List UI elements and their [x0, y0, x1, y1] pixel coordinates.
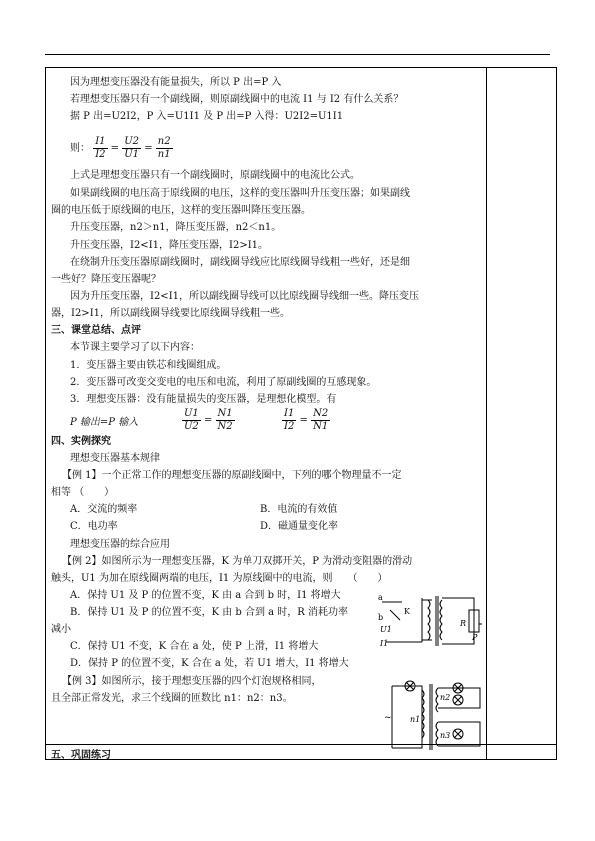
example-text: 【例 3】如图所示，接于理想变压器的四个灯泡规格相同，: [62, 676, 322, 687]
text-line: 圈的电压低于原线圈的电压，这样的变压器叫降压变压器。: [51, 205, 311, 216]
fraction: $\frac{U1}{U2}$: [184, 408, 199, 432]
label-a: a: [378, 593, 383, 602]
column-divider: [486, 68, 487, 759]
label-k: K: [404, 607, 410, 616]
example-text: 【例 1】一个正常工作的理想变压器的原副线圈中，下列的哪个物理量不一定: [62, 470, 402, 481]
subheading: 理想变压器的综合应用: [70, 539, 170, 550]
example-text: 且全部正常发光，求三个线圈的匝数比 n1：n2：n3。: [51, 693, 293, 704]
example-text: 【例 2】如图所示为一理想变压器，K 为单刀双掷开关，P 为滑动变阻器的滑动: [62, 556, 413, 567]
formula-current-turns: $\frac{I1}{I2}$ = $\frac{N2}{N1}$: [284, 408, 329, 432]
label-n2: n2: [440, 693, 451, 702]
label-u1: U1: [380, 625, 392, 634]
fraction: $\frac{I1}{I2}$: [284, 408, 295, 432]
option-b-cont: 减小: [51, 624, 71, 635]
list-item: 2．变压器可改变交变电的电压和电流，利用了原副线圈的互感现象。: [70, 377, 377, 388]
text-line: 因为理想变压器没有能量损失，所以 P 出=P 入: [70, 77, 282, 88]
fraction: $\frac{I1}{I2}$: [95, 136, 106, 160]
fraction: $\frac{N2}{N1}$: [313, 408, 329, 432]
label-r: R: [460, 619, 467, 628]
text-line: 据 P 出=U2I2，P 入=U1I1 及 P 出=P 入得：U2I2=U1I1: [70, 111, 344, 122]
text-line: 上式是理想变压器只有一个副线圈时，原副线圈中的电流比公式。: [70, 170, 360, 181]
option-b: B．保持 U1 及 P 的位置不变，K 由 b 合到 a 时，R 消耗功率: [70, 607, 349, 618]
fraction: $\frac{N1}{N2}$: [217, 408, 233, 432]
example-text: 相等 （ ）: [51, 487, 115, 498]
label-p: P: [472, 633, 478, 642]
list-item: 1．变压器主要由铁芯和线圈组成。: [70, 360, 227, 371]
option-c: C．电功率: [70, 521, 118, 532]
header-rule: [45, 54, 550, 55]
label-b: b: [378, 613, 384, 622]
option-d: D．磁通量变化率: [260, 521, 339, 532]
subheading: 理想变压器基本规律: [70, 453, 160, 464]
section-heading: 四、实例探究: [51, 436, 111, 447]
text-line: 如果副线圈的电压高于原线圈的电压，这样的变压器叫升压变压器；如果副线: [70, 188, 410, 199]
text-line: 在绕制升压变压器原副线圈时，副线圈导线应比原线圈导线粗一些好，还是细: [70, 257, 410, 268]
label-n3: n3: [440, 731, 451, 740]
ac-source-symbol: ~: [384, 713, 392, 723]
section-heading: 三、课堂总结、点评: [51, 325, 141, 336]
formula-prefix: 则：: [70, 143, 90, 154]
option-a: A．保持 U1 及 P 的位置不变，K 由 a 合到 b 时，I1 将增大: [70, 590, 341, 601]
fraction: $\frac{U2}{U1}$: [124, 136, 140, 160]
text-line: 升压变压器，I2<I1，降压变压器，I2>I1。: [70, 240, 269, 251]
example-text: 触头，U1 为加在原线圈两端的电压，I1 为原线圈中的电流，则 （ ）: [51, 573, 388, 584]
text-line: 若理想变压器只有一个副线圈，则原副线圈中的电流 I1 与 I2 有什么关系？: [70, 94, 404, 105]
option-a: A．交流的频率: [70, 504, 138, 515]
option-d: D．保持 P 的位置不变，K 合在 a 处，若 U1 增大，I1 将增大: [70, 658, 349, 669]
formula-voltage-ratio: $\frac{U1}{U2}$ = $\frac{N1}{N2}$: [184, 408, 233, 432]
text-line: 器，I2>I1，所以副线圈导线要比原线圈导线粗一些。: [51, 308, 291, 319]
fraction: $\frac{n2}{n1}$: [157, 136, 171, 160]
text-line: 一些好？降压变压器呢？: [51, 274, 161, 285]
section-heading: 五、巩固练习: [51, 750, 111, 761]
transformer-circuit-diagram: [376, 580, 482, 660]
label-i1: I1: [380, 639, 389, 648]
option-c: C．保持 U1 不变，K 合在 a 处，使 P 上滑，I1 将增大: [70, 641, 319, 652]
lesson-table: [45, 67, 557, 760]
option-b: B．电流的有效值: [260, 504, 338, 515]
formula-current-ratio: 则： $\frac{I1}{I2}$ = $\frac{U2}{U1}$ = $\frac{n2}{n1}$: [70, 136, 171, 160]
label-n1: n1: [410, 715, 421, 724]
power-equation: P 输出=P 输入: [70, 417, 139, 428]
text-line: 升压变压器，n2＞n1，降压变压器，n2＜n1。: [70, 222, 282, 233]
text-line: 因为升压变压器，I2<I1，所以副线圈导线可以比原线圈导线细一些。降压变压: [70, 291, 420, 302]
text-line: 本节课主要学习了以下内容：: [70, 342, 200, 353]
four-lamp-transformer-diagram: [380, 676, 484, 754]
list-item: 3．理想变压器：没有能量损失的变压器，是理想化模型。有: [70, 394, 337, 405]
